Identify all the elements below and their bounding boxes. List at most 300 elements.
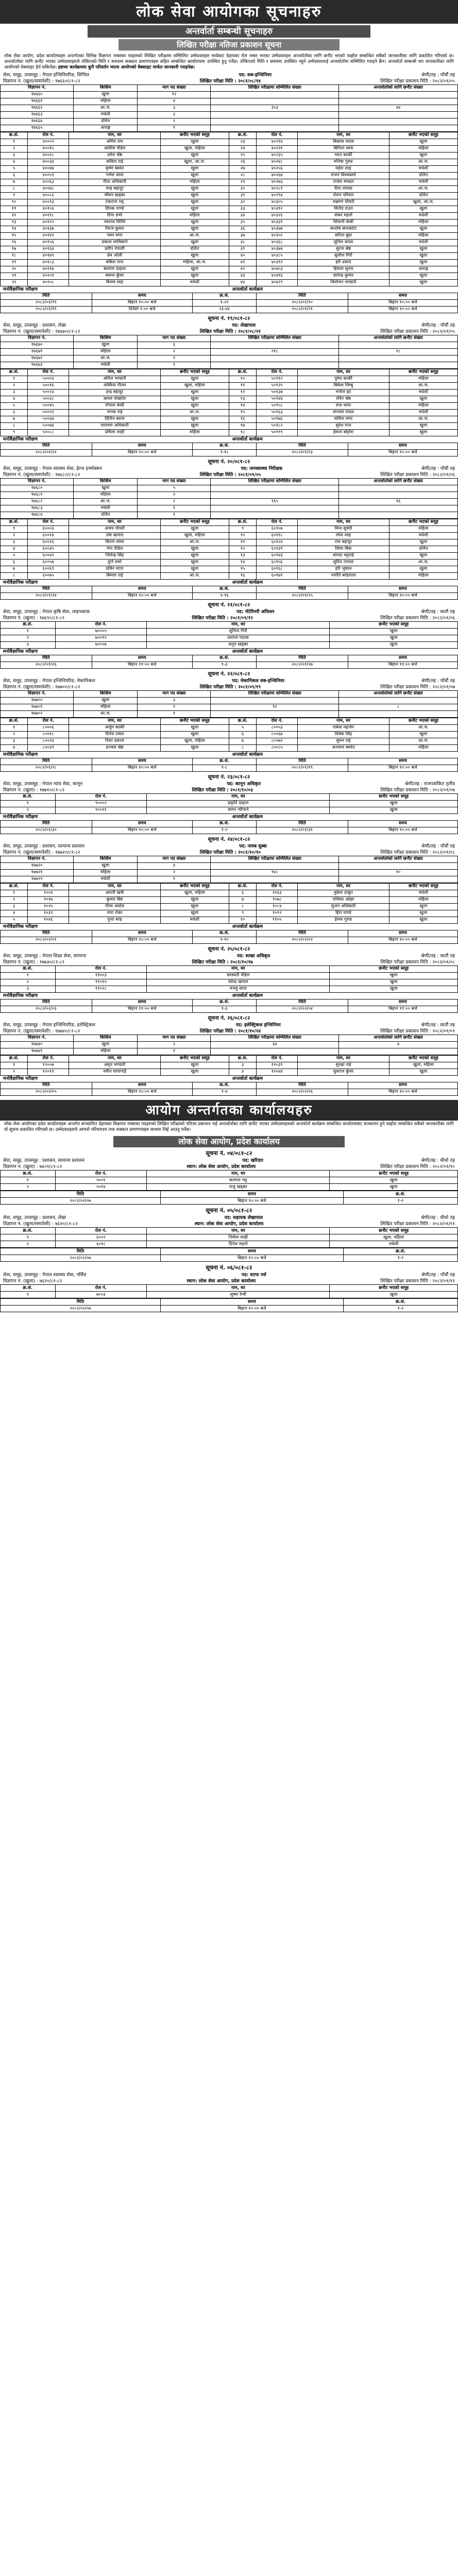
- interview-schedule-table-header-row: [1, 655, 458, 662]
- table-cell: ७००२७: [55, 641, 147, 648]
- table-cell: २: [138, 348, 211, 355]
- interview-schedule-table: [0, 820, 458, 834]
- column-header: रोल नं.: [257, 718, 298, 724]
- table-cell: ३: [1, 903, 28, 910]
- table-cell: बिहान ११:०० बजे: [92, 662, 192, 668]
- table-cell: ११: [229, 382, 256, 389]
- table-cell: [211, 862, 339, 869]
- table-cell: उमेश श्रेष्ठ: [69, 152, 161, 159]
- table-cell: ४००५९: [28, 172, 69, 179]
- selected-candidates-table-header-row: [1, 1055, 458, 1062]
- table-cell: ५०००४: [28, 376, 69, 382]
- column-header: माग पद संख्या: [138, 84, 211, 91]
- advertisement-number: विज्ञापन नं. (खुला/समावेशी) : १७७२०/८१-८२: [3, 850, 80, 855]
- table-cell: १२: [229, 389, 256, 396]
- interview-schedule-table-header-row: [1, 1191, 458, 1198]
- table-cell: खुला, महिला: [160, 890, 229, 896]
- column-header: क्र.सं.: [192, 293, 256, 299]
- table-cell: ३७: [229, 232, 256, 239]
- table-cell: २०८२/०१/२३: [257, 449, 348, 456]
- table-cell: रुपा थापा: [298, 402, 389, 409]
- table-cell: [211, 342, 339, 348]
- column-header: माग पद संख्या: [138, 335, 211, 342]
- table-cell: दलित: [389, 172, 457, 179]
- selected-candidates-table: [0, 621, 458, 649]
- table-cell: कमल पोखरेल: [69, 396, 161, 402]
- table-row: [1, 192, 458, 199]
- table-cell: खुला: [389, 206, 457, 212]
- table-cell: खुला: [330, 1177, 458, 1184]
- table-cell: ७: [1, 416, 28, 422]
- table-cell: ६००६९: [28, 566, 69, 572]
- table-cell: खुला: [389, 279, 457, 286]
- table-cell: महिला: [389, 145, 457, 152]
- column-header: क्र.सं.: [192, 443, 256, 449]
- column-header: लिखित परीक्षामा सम्मिलित संख्या: [211, 84, 339, 91]
- column-header: नाम, थर: [69, 718, 161, 724]
- selected-candidates-table-header-row: [1, 369, 458, 376]
- table-cell: ३६: [229, 226, 256, 232]
- ad-line: [0, 1272, 458, 1278]
- table-cell: [211, 118, 339, 125]
- table-cell: बिकेश लिम्बु: [298, 382, 389, 389]
- table-cell: ४०: [229, 252, 256, 259]
- table-row: [1, 91, 458, 98]
- table-cell: १-२: [343, 1255, 457, 1262]
- table-cell: त्रिलोचन भण्डारी: [298, 279, 389, 286]
- table-cell: २६: [229, 159, 256, 165]
- table-cell: ८००७२: [257, 738, 298, 744]
- table-cell: बिहान १०:०० बजे: [92, 1089, 192, 1095]
- table-cell: ५०१५८: [257, 402, 298, 409]
- table-cell: अञ्जना बस्नेत: [298, 744, 389, 751]
- table-cell: ३: [229, 1062, 256, 1069]
- ad-line: [0, 781, 458, 787]
- table-cell: १२०३१: [257, 1062, 298, 1069]
- table-cell: १: [138, 704, 211, 710]
- interview-schedule-table-header-row: [1, 999, 458, 1006]
- table-cell: [211, 111, 339, 118]
- table-cell: बिहान १०:०० बजे: [92, 592, 192, 599]
- table-cell: ४०३२६: [257, 212, 298, 219]
- table-cell: ४४: [229, 279, 256, 286]
- psych-test-label: मनोवैज्ञानिक परीक्षण: [3, 993, 38, 998]
- column-header: रोल नं.: [28, 132, 69, 139]
- table-cell: लक्ष्मण चौधरी: [298, 199, 389, 206]
- table-cell: १७७२०: [1, 862, 74, 869]
- notice-section: [0, 602, 458, 671]
- table-cell: १-४: [192, 1089, 256, 1095]
- table-cell: सुरक्षा राई: [298, 1062, 389, 1069]
- table-cell: ७००३: [55, 1292, 147, 1298]
- table-row: [1, 306, 458, 313]
- table-cell: ६००१४: [28, 532, 69, 539]
- table-cell: खुला: [160, 226, 229, 232]
- table-cell: बिहान ११:०० बजे: [348, 662, 457, 668]
- table-row: [1, 539, 458, 546]
- table-row: [1, 710, 458, 717]
- table-cell: ६: [229, 731, 256, 738]
- table-cell: बिहान १०:०० बजे: [92, 937, 192, 943]
- date-line: [0, 787, 458, 793]
- column-header: विज्ञापन नं.: [1, 478, 74, 485]
- table-cell: ६०१२४: [257, 539, 298, 546]
- column-header: क्र.सं.: [192, 930, 256, 937]
- service-group: सेवा, समूह, उपसमूह : नेपाल स्वास्थ्य सेवा, नर्सिङ: [3, 1273, 87, 1278]
- table-cell: १०: [229, 917, 256, 923]
- ad-line: [0, 678, 458, 684]
- column-header: समय: [348, 655, 457, 662]
- table-cell: ११०२८: [55, 986, 147, 992]
- table-cell: [211, 697, 339, 704]
- result-date: लिखित परीक्षा प्रकाशन मिति : २०८२/०१/०५: [380, 329, 455, 334]
- column-header: नाम, थर: [69, 883, 161, 890]
- table-cell: ४: [138, 98, 211, 105]
- column-header: अन्तर्वार्ताको लागि छनौट संख्या: [339, 84, 458, 91]
- interview-label: अन्तर्वार्ता कार्यक्रम: [232, 580, 263, 585]
- table-cell: महिला: [74, 98, 138, 105]
- table-cell: ९: [1, 192, 28, 199]
- table-cell: मधेशी: [389, 389, 457, 396]
- vacancy-table: [0, 856, 458, 883]
- service-group: सेवा, समूह, उपसमूह : नेपाल इन्जिनियरिङ, इलेक्ट्रिकल: [3, 1022, 95, 1028]
- sections-container: [0, 72, 458, 1098]
- office-notice-section: [0, 1264, 458, 1314]
- table-cell: सुशील गिरी: [298, 252, 389, 259]
- table-cell: खुला: [160, 1069, 229, 1075]
- date-line: [0, 1278, 458, 1284]
- intro-paragraph: [0, 53, 458, 72]
- psych-test-label: मनोवैज्ञानिक परीक्षण: [3, 286, 38, 292]
- result-date: लिखित परीक्षा प्रकाशन मिति : २०८२/०१/०९: [380, 1028, 455, 1034]
- schedule-labels: [0, 752, 458, 758]
- table-cell: मधेशी: [74, 876, 138, 883]
- table-row: [1, 738, 458, 744]
- table-cell: ५०१९९: [257, 429, 298, 436]
- notice-number: सूचना नं. २६/०८१-८२: [208, 1015, 250, 1021]
- selected-candidates-table: [0, 718, 458, 752]
- table-cell: ज्ञानेन्द्र कुमार: [298, 273, 389, 279]
- table-cell: खुला: [160, 206, 229, 212]
- table-cell: गंगा पौडेल: [69, 546, 161, 552]
- table-row: [1, 98, 458, 105]
- table-cell: १६५: [211, 498, 339, 505]
- interview-label: अन्तर्वार्ता कार्यक्रम: [232, 286, 263, 292]
- table-cell: [339, 512, 458, 518]
- result-date: लिखित परीक्षा प्रकाशन मिति : २०८२/०१/१०: [380, 1164, 455, 1170]
- table-cell: ५००६७: [28, 416, 69, 422]
- offices-intro: लोक सेवा आयोगका प्रदेश कार्यालयहरु अन्तर्गत सञ्चालित देहायका विज्ञापन नम्बरका पदहरुको लिखित परीक्षाको नतिजा प्रकाशन भई अन्तर्वार्ताका लागि छनौट भएका उम्मेदवारहरुको अन्तर्वार्ता कार्यक्रम सम्बन्धित कार्यालयबाट सञ्चालन हुने व्यहोरा सम्बन्धित सबैको जानकारीका लागि यो सूचना प्रकाशित गरिएको छ। उम्मेदवारहरुले आफ्नो परिचयपत्र तथा सक्कल प्रमाणपत्रहरु साथमा लिई आउनु पर्नेछ।: [4, 1121, 454, 1132]
- table-row: [1, 429, 458, 436]
- table-cell: महेश शाह: [298, 165, 389, 172]
- table-row: [1, 492, 458, 498]
- table-cell: १७६८४: [1, 512, 74, 518]
- table-cell: १४८: [211, 869, 339, 876]
- service-group: सेवा, समूह, उपसमूह : प्रशासन, सामान्य प्रशासन: [3, 1158, 85, 1164]
- table-row: [1, 572, 458, 579]
- table-cell: खुला: [74, 697, 138, 704]
- date-line: [0, 329, 458, 335]
- table-cell: २: [1, 1241, 56, 1248]
- column-header: समय: [92, 758, 192, 765]
- level: श्रेणी/तह : पाँचौं तह: [421, 466, 455, 471]
- table-cell: खुला: [389, 429, 457, 436]
- result-date: लिखित परीक्षा प्रकाशन मिति : २०८२/०१/०७: [380, 684, 455, 690]
- notice-section: [0, 315, 458, 459]
- post-name: पद: सहायक लेखापाल: [224, 1215, 263, 1221]
- table-cell: शिवानी केसी: [298, 219, 389, 226]
- column-header: समय: [160, 1191, 343, 1198]
- service-group: सेवा, समूह, उपसमूह : नेपाल इन्जिनियरिङ, सिभिल: [3, 72, 89, 78]
- table-cell: १: [138, 1048, 211, 1055]
- advertisement-number: विज्ञापन नं. (खुला) : १७७१०/८१-८२: [3, 787, 65, 793]
- table-cell: खुला, महिला: [330, 1234, 458, 1241]
- date-line: [0, 684, 458, 690]
- interview-schedule-table: [0, 1191, 458, 1205]
- level: श्रेणी/तह : चौथो तह: [421, 1215, 455, 1221]
- table-cell: प्रकाश लामिछाने: [69, 239, 161, 246]
- interview-schedule-table: [0, 930, 458, 944]
- column-header: मिति: [257, 758, 348, 765]
- psych-test-label: मनोवैज्ञानिक परीक्षण: [3, 814, 38, 820]
- table-cell: हिमाल सुनार: [298, 266, 389, 273]
- result-date: लिखित परीक्षा प्रकाशन मिति : २०८२/०१/०६: [380, 615, 455, 621]
- table-cell: ८००२४: [28, 738, 69, 744]
- table-row: [1, 910, 458, 917]
- table-cell: प्रमिला शाही: [69, 429, 161, 436]
- table-cell: १३: [1, 219, 28, 226]
- table-cell: ३५३: [211, 105, 339, 111]
- interview-label: अन्तर्वार्ता कार्यक्रम: [232, 1076, 263, 1081]
- result-date: लिखित परीक्षा प्रकाशन मिति : २०८२/०१/०७: [380, 787, 455, 793]
- table-cell: ३१: [229, 192, 256, 199]
- psych-test-label: मनोवैज्ञानिक परीक्षण: [3, 436, 38, 442]
- table-cell: १: [1, 628, 56, 635]
- column-header: मिति: [257, 930, 348, 937]
- table-cell: १: [1, 890, 28, 896]
- table-cell: २९: [229, 179, 256, 185]
- table-cell: मधेशी: [74, 505, 138, 512]
- vacancy-table-header-row: [1, 856, 458, 862]
- ad-line: [0, 843, 458, 850]
- table-cell: २: [1, 731, 28, 738]
- table-cell: २: [1, 382, 28, 389]
- table-cell: बिहान १०:०० बजे: [348, 299, 457, 306]
- column-header: नाम, थर: [147, 793, 330, 800]
- table-cell: महिला: [160, 212, 229, 219]
- column-header: क्र.सं.: [343, 1191, 457, 1198]
- table-row: [1, 972, 458, 979]
- column-header: रोल नं.: [257, 1055, 298, 1062]
- table-cell: २१८: [211, 348, 339, 355]
- table-cell: ६०१७१: [257, 572, 298, 579]
- table-cell: ८००१८: [28, 731, 69, 738]
- table-cell: प्रकृति दाहाल: [147, 800, 330, 807]
- notice-number: सूचना नं. ०४/०८१-८२: [206, 1150, 252, 1157]
- column-header: छनौट भएको समूह: [160, 883, 229, 890]
- table-cell: २: [1, 1184, 56, 1191]
- table-cell: ३२: [229, 199, 256, 206]
- office-notice-section: [0, 1149, 458, 1207]
- table-cell: खुला: [389, 1069, 457, 1075]
- table-cell: ५००१६: [28, 382, 69, 389]
- table-cell: ३: [138, 697, 211, 704]
- table-cell: प्रेम ओली: [69, 252, 161, 259]
- table-cell: खुला: [160, 896, 229, 903]
- table-row: [1, 876, 458, 883]
- notice-section: [0, 459, 458, 602]
- table-cell: खुला: [389, 246, 457, 252]
- table-row: [1, 299, 458, 306]
- table-cell: ५००७४: [28, 422, 69, 429]
- column-header: लिखित परीक्षामा सम्मिलित संख्या: [211, 690, 339, 697]
- table-row: [1, 389, 458, 396]
- selected-candidates-table: [0, 793, 458, 814]
- column-header: नाम, थर: [298, 883, 389, 890]
- table-cell: ४०४१६: [257, 273, 298, 279]
- table-cell: ४०४२९: [257, 279, 298, 286]
- table-cell: १२: [138, 91, 211, 98]
- column-header: क्र.सं.: [1, 1055, 28, 1062]
- table-cell: [339, 485, 458, 492]
- page-title: लोक सेवा आयोगका सूचनाहरु: [0, 0, 458, 24]
- table-cell: ७००१२: [55, 635, 147, 641]
- table-cell: १२००७: [28, 1062, 69, 1069]
- table-cell: सरस्वती पौडेल: [147, 972, 330, 979]
- table-cell: २०८२/०२/०१: [1, 937, 92, 943]
- table-cell: २१: [1, 273, 28, 279]
- table-cell: ४०२२१: [257, 145, 298, 152]
- table-cell: १६: [229, 416, 256, 422]
- table-cell: [339, 505, 458, 512]
- table-cell: ५००२३: [28, 389, 69, 396]
- table-cell: १: [1, 972, 56, 979]
- table-cell: आ.ज.: [389, 559, 457, 566]
- column-header: क्र.सं.: [192, 820, 256, 827]
- table-cell: २०८२/०१/२४: [1, 592, 92, 599]
- table-cell: खुला: [389, 396, 457, 402]
- date-line: [0, 959, 458, 965]
- table-cell: ४०१९७: [28, 266, 69, 273]
- table-cell: जनक राई: [69, 409, 161, 416]
- column-header: क्र.सं.: [1, 1171, 56, 1177]
- table-cell: सन्तोष सापकोटा: [298, 226, 389, 232]
- service-group: सेवा, समूह, उपसमूह : प्रशासन, सामान्य प्रशासन: [3, 843, 85, 849]
- column-header: रोल नं.: [257, 369, 298, 376]
- column-header: रोल नं.: [55, 793, 147, 800]
- column-header: नाम, थर: [147, 621, 330, 628]
- interview-schedule-table: [0, 999, 458, 1013]
- column-header: मिति: [257, 293, 348, 299]
- selected-candidates-table: [0, 519, 458, 580]
- table-cell: ५०१७६: [257, 416, 298, 422]
- table-cell: ४०२६७: [257, 172, 298, 179]
- vacancy-table-header-row: [1, 690, 458, 697]
- column-header: क्र.सं.: [192, 586, 256, 592]
- selected-candidates-table-header-row: [1, 793, 458, 800]
- column-header: क्र.सं.: [1, 793, 56, 800]
- table-cell: ४००६३: [28, 179, 69, 185]
- table-cell: उषा खनाल: [69, 532, 161, 539]
- table-cell: २०८२/०२/०७: [1, 1306, 161, 1312]
- table-cell: १५: [229, 566, 256, 572]
- table-cell: ८: [339, 704, 458, 710]
- selected-candidates-table-header-row: [1, 132, 458, 139]
- table-cell: महिला: [389, 572, 457, 579]
- table-cell: २०८२/०१/२७: [257, 662, 348, 668]
- interview-schedule-table: [0, 655, 458, 669]
- table-cell: २८: [229, 172, 256, 179]
- table-cell: हरि भुषाल: [298, 566, 389, 572]
- table-cell: अपाङ्ग: [74, 125, 138, 131]
- date-line: [0, 1221, 458, 1227]
- table-row: [1, 505, 458, 512]
- table-cell: [339, 710, 458, 717]
- table-cell: १२: [229, 546, 256, 552]
- column-header: मिति: [1, 655, 92, 662]
- table-cell: ३: [1, 539, 28, 546]
- selected-candidates-table-header-row: [1, 965, 458, 972]
- table-cell: १७६८२: [1, 498, 74, 505]
- table-cell: हरि प्रसाद: [298, 259, 389, 266]
- ad-line: [0, 72, 458, 78]
- table-cell: [339, 342, 458, 348]
- table-cell: दिपेश महतो: [147, 1241, 330, 1248]
- column-header: मिति: [257, 820, 348, 827]
- column-header: नाम, थर: [298, 369, 389, 376]
- table-cell: १७: [1, 246, 28, 252]
- selected-candidates-table-header-row: [1, 1228, 458, 1234]
- ad-line: [0, 1215, 458, 1221]
- table-cell: इन्द्र बहादुर: [69, 389, 161, 396]
- table-cell: १७७४१: [1, 1048, 74, 1055]
- written-exam-date: लिखित परीक्षा मिति : २०८१/१०/१०: [199, 850, 261, 855]
- notice-number: सूचना नं. ०६/०८१-८२: [206, 1264, 252, 1272]
- column-header: विज्ञापन नं.: [1, 856, 74, 862]
- table-row: [1, 165, 458, 172]
- table-cell: [339, 697, 458, 704]
- table-cell: २०८२/०१/३१: [257, 827, 348, 834]
- table-cell: ६०१५६: [257, 559, 298, 566]
- column-header: नाम, थर: [147, 1171, 330, 1177]
- column-header: अन्तर्वार्ताको लागि छनौट संख्या: [339, 1035, 458, 1041]
- table-cell: दिनेश रावल: [69, 731, 161, 738]
- table-row: [1, 765, 458, 771]
- table-cell: राजन विश्वकर्मा: [298, 172, 389, 179]
- table-cell: आ.ज.: [160, 539, 229, 546]
- table-cell: बिहान १०:०० बजे: [348, 827, 457, 834]
- notice-number: सूचना नं. ०५/०८१-८२: [206, 1207, 252, 1214]
- table-cell: ८००८५: [257, 744, 298, 751]
- column-header: समय: [92, 1082, 192, 1089]
- table-cell: हेमन्त बोहोरा: [298, 429, 389, 436]
- column-header: छनौट भएको समूह: [330, 1171, 458, 1177]
- table-cell: मधेशी: [389, 179, 457, 185]
- table-cell: गोपाल केसी: [69, 402, 161, 409]
- table-cell: ३: [138, 105, 211, 111]
- table-cell: ४०१३७: [28, 226, 69, 232]
- table-cell: दलित: [74, 512, 138, 518]
- table-cell: खुला: [330, 986, 458, 992]
- table-cell: ९: [229, 526, 256, 532]
- table-cell: २३-४४: [192, 306, 256, 313]
- column-header: समय: [92, 443, 192, 449]
- service-group: सेवा, समूह, उपसमूह : प्रशासन, लेखा: [3, 323, 66, 328]
- table-cell: २: [138, 498, 211, 505]
- table-row: [1, 105, 458, 111]
- table-cell: ८: [229, 903, 256, 910]
- section-gap: [0, 1312, 458, 1314]
